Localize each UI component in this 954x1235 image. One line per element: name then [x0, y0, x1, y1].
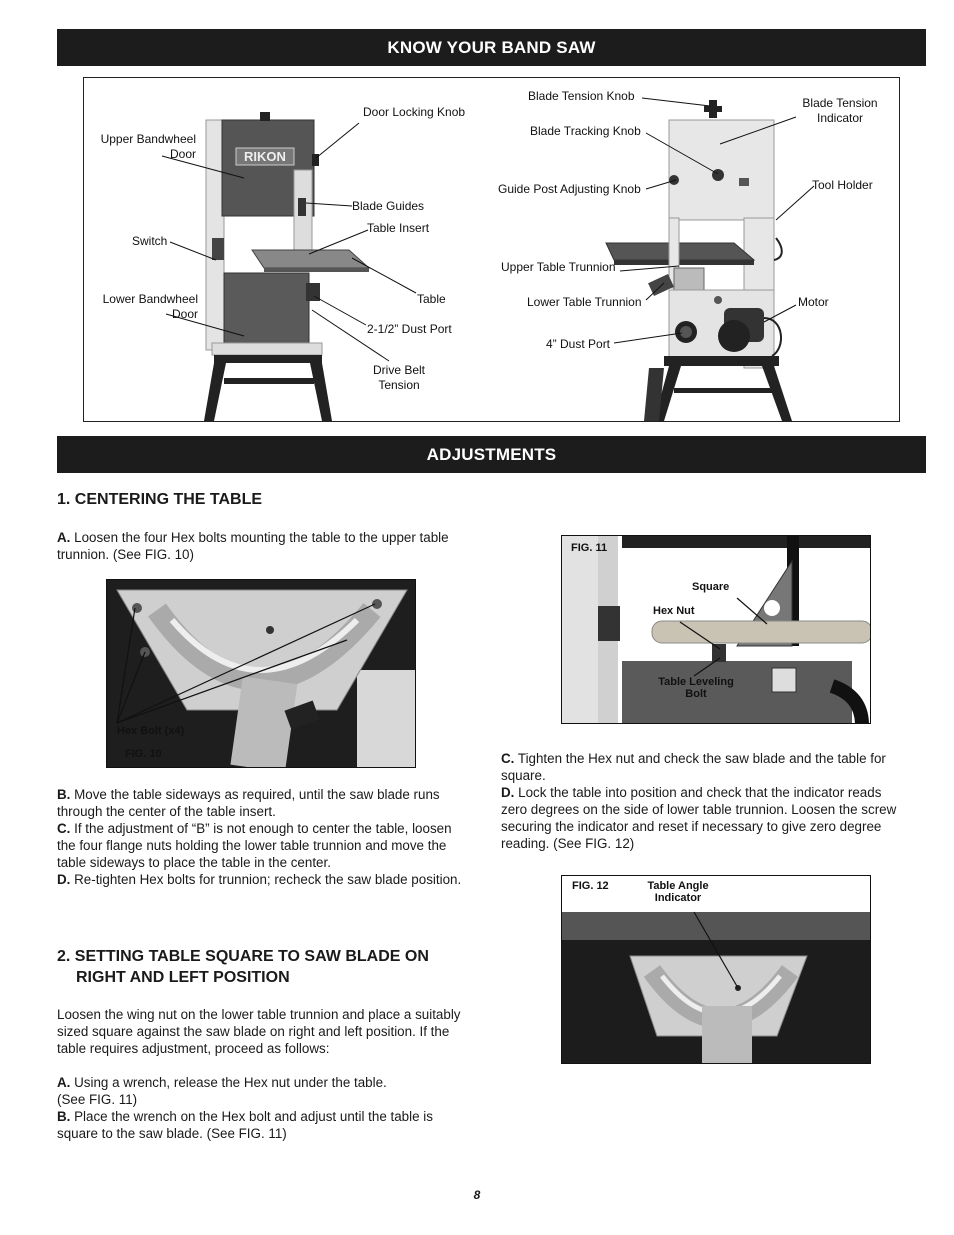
label-door-locking-knob: Door Locking Knob: [363, 105, 466, 119]
setting-square-intro: Loosen the wing nut on the lower table trunnion and place a suitably sized square against the saw blade on right and left position. If the table requires adjustment, proceed as follows:: [57, 1007, 461, 1056]
label-switch: Switch: [132, 234, 168, 248]
label-guide-post-adjusting-knob: Guide Post Adjusting Knob: [498, 182, 641, 196]
fig-11-tag: FIG. 11: [571, 542, 608, 554]
label-table: Table: [417, 292, 446, 306]
label-tool-holder: Tool Holder: [812, 178, 873, 192]
label-blade-tension-knob: Blade Tension Knob: [528, 89, 635, 103]
centering-heading: 1. CENTERING THE TABLE: [57, 491, 263, 508]
band-saw-illustration: [84, 78, 900, 422]
centering-step-a: A. Loosen the four Hex bolts mounting the table to the upper table trunnion. (See FIG. 10): [57, 530, 449, 562]
adjustments-heading: ADJUSTMENTS: [57, 436, 926, 473]
fig-12-photo: [561, 875, 871, 1064]
know-your-band-saw-heading: KNOW YOUR BAND SAW: [57, 29, 926, 66]
fig-10-photo: [106, 579, 416, 768]
fig-10-tag: FIG. 10: [125, 748, 162, 760]
fig-12-tag: FIG. 12: [572, 880, 609, 892]
left-band-saw-photo: [204, 112, 369, 421]
label-lower-bandwheel-door: Lower Bandwheel Door: [102, 292, 198, 321]
label-upper-bandwheel-door: Upper Bandwheel Door: [100, 132, 196, 161]
right-band-saw-photo: [606, 100, 792, 421]
centering-steps-bcd: B. Move the table sideways as required, until the saw blade runs through the center of the table insert. C. If the adjustment of “B” is not enough to center the table, loosen the four flange nuts holding the lower table trunnion and move the table sideways to place the table in the center. D. Re-tighten Hex bolts for trunnion; recheck the saw blade position.: [57, 787, 462, 887]
right-steps-cd: C. Tighten the Hex nut and check the saw blade and the table for square. D. Lock the table into position and check that the indicator reads zero degrees on the side of lower table trunnion. Loosen the screw securing the indicator and reset if necessary to give zero degree reading. (See FIG. 12): [501, 751, 897, 851]
fig-11-photo: [561, 535, 871, 724]
label-table-insert: Table Insert: [367, 221, 430, 235]
page-number: 8: [473, 1188, 481, 1202]
setting-square-heading: 2. SETTING TABLE SQUARE TO SAW BLADE ON RIGHT AND LEFT POSITION: [57, 948, 429, 986]
label-blade-guides: Blade Guides: [352, 199, 425, 213]
label-blade-tracking-knob: Blade Tracking Knob: [530, 124, 641, 138]
fig-11-square-label: Square: [692, 581, 730, 593]
label-drive-belt-tension: Drive Belt Tension: [372, 363, 425, 392]
rikon-logo: RIKON: [244, 149, 286, 164]
fig-10-hex-bolt-label: Hex Bolt (x4): [117, 725, 185, 737]
fig-12-table-angle-indicator-label: Table Angle Indicator: [647, 880, 709, 904]
label-blade-tension-indicator: Blade Tension Indicator: [802, 96, 878, 125]
fig-11-hex-nut-label: Hex Nut: [653, 605, 695, 617]
fig-11-leveling-bolt-label: Table Leveling Bolt: [658, 676, 734, 700]
label-upper-table-trunnion: Upper Table Trunnion: [501, 260, 616, 274]
label-motor: Motor: [798, 295, 829, 309]
label-dust-port-small: 2-1/2” Dust Port: [367, 322, 452, 336]
setting-square-steps: A. Using a wrench, release the Hex nut under the table. (See FIG. 11) B. Place the wrench on the Hex bolt and adjust until the table is square to the saw blade. (See FIG. 11): [57, 1075, 433, 1141]
label-lower-table-trunnion: Lower Table Trunnion: [527, 295, 642, 309]
label-dust-port-large: 4” Dust Port: [546, 337, 611, 351]
band-saw-diagram: [83, 77, 900, 422]
